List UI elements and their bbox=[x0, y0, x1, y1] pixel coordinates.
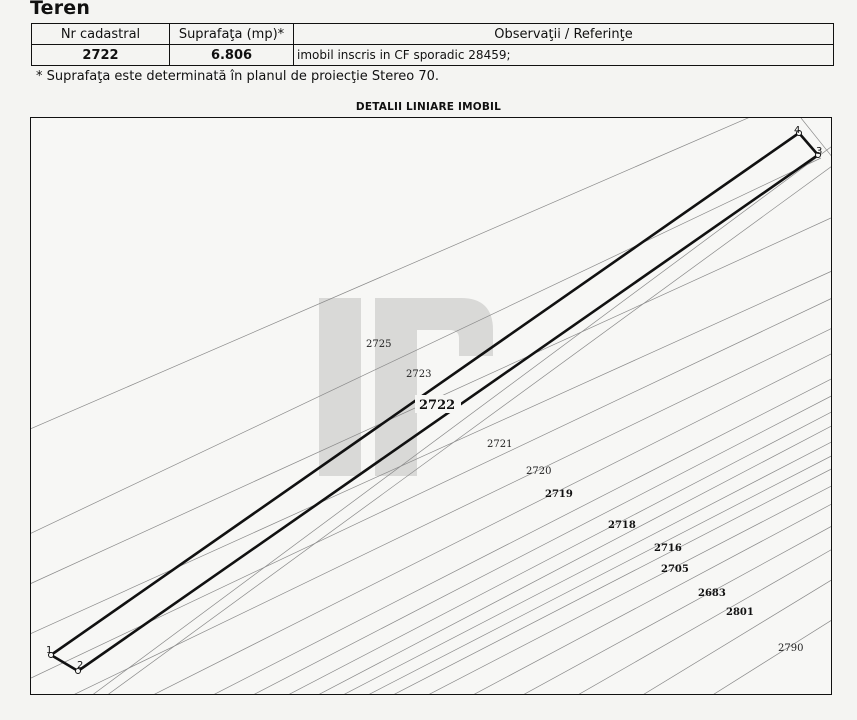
plan-drawing bbox=[31, 118, 832, 695]
table-row bbox=[32, 45, 834, 66]
table-header-row bbox=[32, 24, 834, 45]
header-observatii: Observaţii / Referinţe bbox=[294, 24, 834, 45]
neighbor-label: 2719 bbox=[545, 489, 573, 500]
cadastral-plan bbox=[30, 117, 832, 695]
neighbor-label: 2683 bbox=[698, 588, 726, 599]
vertex-label-4: 4 bbox=[794, 125, 801, 136]
vertex-label-2: 2 bbox=[77, 660, 84, 671]
footnote: * Suprafaţa este determinată în planul de proiecţie Stereo 70. bbox=[36, 69, 440, 84]
cell-nr-cadastral: 2722 bbox=[32, 45, 170, 66]
vertex-label-1: 1 bbox=[46, 645, 53, 656]
header-suprafata: Suprafaţa (mp)* bbox=[170, 24, 294, 45]
neighbor-label: 2721 bbox=[487, 439, 513, 450]
neighbor-label: 2720 bbox=[526, 466, 552, 477]
section-heading: Teren bbox=[30, 0, 91, 19]
neighbor-label: 2725 bbox=[366, 339, 392, 350]
cell-suprafata: 6.806 bbox=[170, 45, 294, 66]
neighbor-label: 2718 bbox=[608, 520, 636, 531]
neighbor-label: 2705 bbox=[661, 564, 689, 575]
header-nr-cadastral: Nr cadastral bbox=[32, 24, 170, 45]
neighbor-label: 2790 bbox=[778, 643, 804, 654]
parcel-label-main: 2722 bbox=[419, 398, 456, 413]
teren-table bbox=[31, 23, 834, 66]
cell-observatii: imobil inscris in CF sporadic 28459; bbox=[294, 45, 834, 66]
plan-title: DETALII LINIARE IMOBIL bbox=[355, 101, 502, 113]
vertex-label-3: 3 bbox=[816, 146, 823, 157]
neighbor-label: 2801 bbox=[726, 607, 754, 618]
neighbor-label: 2723 bbox=[406, 369, 432, 380]
neighbor-label: 2716 bbox=[654, 543, 682, 554]
